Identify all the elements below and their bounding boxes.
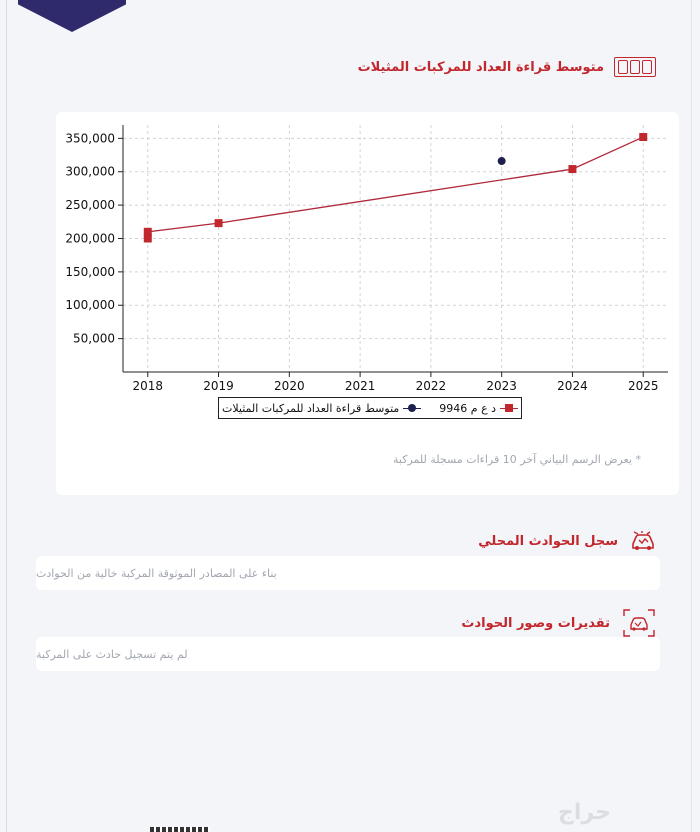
x-tick-label: 2024 bbox=[557, 379, 588, 393]
local-accidents-text: بناء على المصادر الموثوقة المركبة خالية من الحوادث bbox=[36, 566, 277, 580]
y-tick-label: 100,000 bbox=[65, 298, 115, 313]
data-point-square bbox=[144, 228, 152, 236]
legend-square-marker bbox=[500, 403, 518, 413]
odometer-icon bbox=[614, 57, 656, 77]
odometer-chart bbox=[56, 112, 679, 495]
y-tick-label: 200,000 bbox=[65, 231, 115, 246]
x-tick-label: 2020 bbox=[274, 379, 305, 393]
footer-barcode bbox=[150, 827, 210, 832]
x-tick-label: 2025 bbox=[627, 379, 659, 393]
data-point-circle bbox=[498, 157, 506, 165]
local-accidents-box bbox=[36, 556, 660, 590]
accident-estimates-title: تقديرات وصور الحوادث bbox=[461, 615, 610, 631]
accident-estimates-box bbox=[36, 637, 660, 671]
x-tick-label: 2018 bbox=[132, 379, 164, 393]
y-tick-label: 250,000 bbox=[65, 198, 115, 213]
left-border bbox=[6, 0, 7, 832]
x-tick-label: 2021 bbox=[344, 379, 376, 393]
x-tick-label: 2023 bbox=[486, 379, 517, 393]
accident-estimates-header bbox=[461, 608, 656, 638]
footer-logo: حراج bbox=[558, 800, 611, 825]
data-point-square bbox=[639, 133, 647, 141]
data-point-square bbox=[215, 219, 223, 227]
x-tick-label: 2022 bbox=[415, 379, 447, 393]
accident-photo-icon bbox=[622, 608, 656, 638]
chart-note: * يعرض الرسم البياني آخر 10 قراءات مسجلة للمركبة bbox=[393, 453, 641, 466]
local-accidents-title: سجل الحوادث المحلي bbox=[478, 533, 618, 549]
y-tick-label: 300,000 bbox=[65, 164, 115, 179]
accident-estimates-text: لم يتم تسجيل حادث على المركبة bbox=[36, 647, 188, 661]
damaged-car-icon bbox=[630, 530, 656, 552]
legend-average-label: متوسط قراءة العداد للمركبات المثيلات bbox=[221, 401, 400, 415]
legend-item-vehicle bbox=[439, 402, 518, 415]
chart-card bbox=[56, 112, 679, 495]
y-tick-label: 150,000 bbox=[65, 264, 115, 279]
legend-circle-marker bbox=[403, 403, 421, 413]
local-accidents-header bbox=[478, 530, 656, 552]
corner-badge bbox=[18, 0, 126, 32]
odometer-section-title: متوسط قراءة العداد للمركبات المثيلات bbox=[357, 59, 604, 75]
right-border bbox=[691, 0, 692, 832]
odometer-section-header bbox=[358, 57, 656, 77]
y-tick-label: 50,000 bbox=[73, 331, 115, 346]
legend-item-average bbox=[222, 402, 421, 415]
y-tick-label: 350,000 bbox=[65, 131, 115, 146]
chart-legend bbox=[218, 397, 522, 419]
x-tick-label: 2019 bbox=[203, 379, 234, 393]
data-point-square bbox=[568, 165, 576, 173]
legend-vehicle-label: د ع م 9946 bbox=[439, 401, 497, 415]
